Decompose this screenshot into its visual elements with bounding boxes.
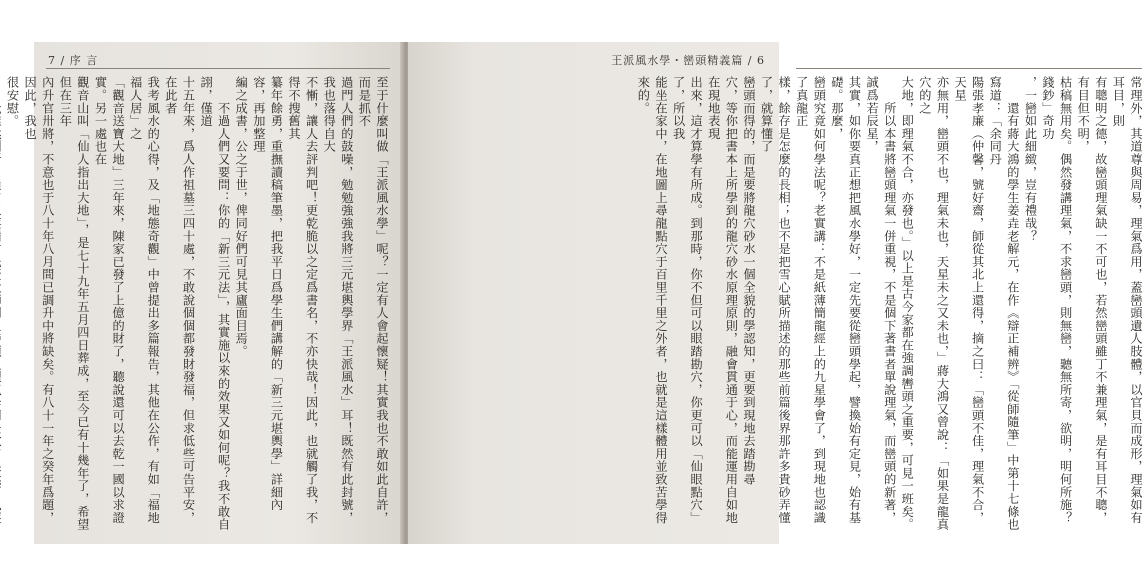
text-column: 大地，即理氣不合，亦發也。」以上是古今家都在強調轡頭之重要，可見一班矣。	[900, 76, 915, 531]
text-column: 巒頭究竟如何學法呢？老實講：不是紙薄簡龍經上的九星學會了，到現地也認識了真龍正	[794, 76, 827, 524]
text-column: 我考風水的心得，及「地態奇觀」中曾提出多篇報告，其他在公作，有如「福地福人居」之	[128, 76, 161, 524]
text-column: 巒頭而得的，而是要將龍穴砂水一個全貌的學認知，更要到現地去踏勘尋	[741, 76, 756, 486]
text-column: 至于什麼叫做「王派風水學」呢？一定有人會起懷疑！其實我也不敢如此自許，而是抓不	[357, 76, 389, 524]
left-header-rule	[46, 68, 390, 69]
text-column: 出來，這才算學有所成。到那時，你不但可以眼踏勘穴，你更可以「仙眼點穴」了，所以我	[671, 76, 704, 524]
text-column: 亦無用，巒頭不也，理氣未也，天星未之又未也，」蔣大鴻又曾說：「如果是龍真穴的之	[917, 76, 950, 531]
right-page-body	[636, 76, 1144, 534]
text-column: 過門人們的鼓噪，勉勉強強我將三元堪輿學界「王派風水」耳！既然有此封號，我也落得自大	[322, 76, 354, 524]
text-column: 「觀音送寶大地」三年來，陳家已發了上億的財了，聽說還可以去乾一國以求證實。另一處也在	[93, 76, 126, 524]
text-column: 還有蔣大鴻的學生姜垚老解元，在作《辯正補辨》「從師隨筆」中第十七條也寫道：「余同丹	[988, 76, 1020, 531]
text-column: 其實，如你要真正想把風水學好，一定先要從巒頭學起，譬換始有定見，始有基礎。那麼，	[829, 76, 862, 524]
text-column	[0, 76, 3, 534]
text-column: 枯稿無用矣。偶然發講理氣，不求巒頭，則無巒，聽無所寄，欲明，明何所施？錢鈔」奇功	[1041, 76, 1073, 524]
left-page	[5, 42, 404, 544]
text-column: 有聰明之德，故巒頭理氣缺一不可也，若然巒頭雖丁不兼理氣，是有耳目不聰，有目但不明，	[1076, 76, 1108, 524]
text-column: 很安慰。	[5, 76, 20, 128]
left-page-header: 7 / 序 言	[48, 54, 99, 67]
text-column: 不過人們又要問：你的「新三元法」，其實施以來的效果又如何呢？我不敢自詡，僅道	[199, 76, 231, 531]
right-page	[408, 42, 1143, 544]
text-column: 纂年餘勇，重撫讀稿筆墨，把我平日爲學生們講解的「新三元堪輿學」詳細內容，再加整理	[251, 76, 284, 512]
text-column: 常理外，其道尊與周易，理氣爲用，蓋巒頭遺人肢體，以官貝而成形，理氣如有耳目，則	[1111, 76, 1143, 524]
scanned-book-spread	[5, 42, 1143, 544]
left-page-body	[5, 76, 390, 534]
text-column: 所以本書將巒頭理氣一併重視，不是個下著書者單說理氣，而巒頭的新著，誠爲若辰星，	[865, 76, 897, 524]
text-column: 能坐在家中，在地圖上尋龍點穴于百里千里之外者，也就是這樣體用並致苦學得來的。	[636, 76, 668, 524]
text-column: 不慚，讓人去評判吧！更乾脆以之定爲書名，不亦快哉！因此，也就觸了我，不得不搜舊其	[287, 76, 319, 524]
right-page-header: 王派風水學・巒頭精義篇 / 6	[611, 54, 765, 67]
text-column: 穴，等你把書本上所學到的龍穴砂水原理原則，融會貫通于心，而能運用自如地在現地表現	[706, 76, 739, 524]
text-column: 樣，餘存是怎麼的長相；也不是把雪心賦所描述的那些前篇後界那許多貴砂弄懂了，就算懂了	[759, 76, 792, 524]
text-column: 十五年來，爲人作祖墓三四十處，不敢說個個都發財發福，但求低些可告平安，在此者	[163, 76, 196, 524]
text-column: ，一巒如此細緻，豈有禮哉？	[1023, 76, 1038, 243]
right-header-rule	[796, 68, 1142, 69]
text-column: 陽張孝廉（仲馨，號好齋，師從其北上還得，摘之曰：「巒頭不佳，理氣不合，天星	[953, 76, 985, 524]
text-column: 內升官卅將，不意也于八十年八月間已調升中將缺矣。有八十一年之癸年爲題，因此，我也	[23, 76, 55, 524]
text-column: 編之成書，公之于世，俾同好們可見其廬面目焉。	[234, 76, 249, 358]
text-column: 觀音山叫「仙人指出大地」，是七十九年五月四日葬成，至今已有十幾年了，希望但在三年	[58, 76, 90, 531]
